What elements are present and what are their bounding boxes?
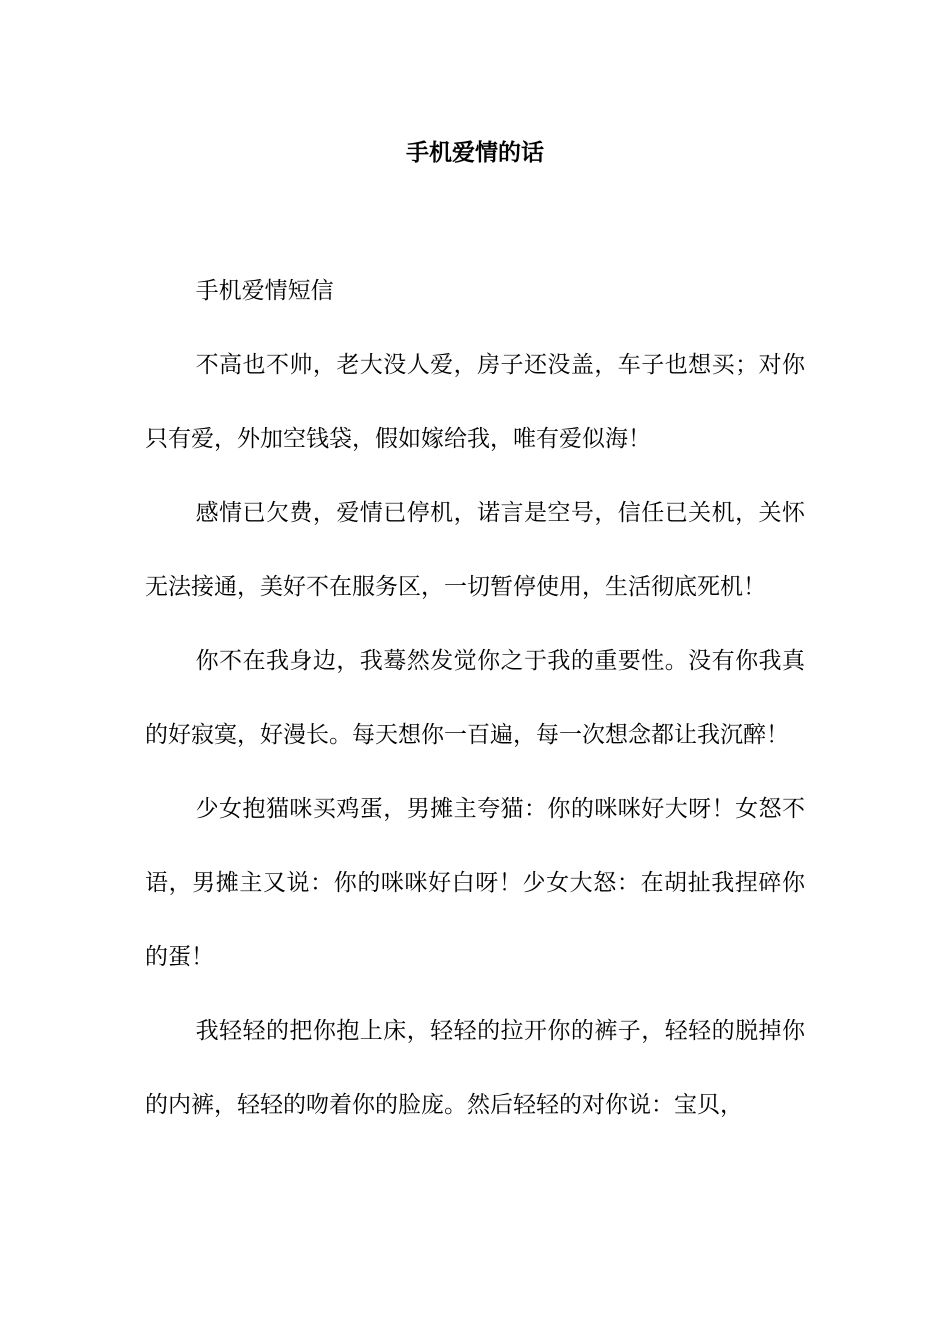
document-body (145, 254, 805, 1142)
paragraph: 不高也不帅，老大没人爱，房子还没盖，车子也想买；对你只有爱，外加空钱袋，假如嫁给我，唯有爱似海！ (145, 352, 805, 452)
paragraph-subtitle: 手机爱情短信 (195, 278, 334, 304)
paragraph: 少女抱猫咪买鸡蛋，男摊主夸猫：你的咪咪好大呀！女怒不语，男摊主又说：你的咪咪好白呀！少女大怒：在胡扯我捏碎你的蛋！ (145, 796, 805, 970)
paragraph: 我轻轻的把你抱上床，轻轻的拉开你的裤子，轻轻的脱掉你的内裤，轻轻的吻着你的脸庞。然后轻轻的对你说：宝贝， (145, 1018, 805, 1118)
document-title: 手机爱情的话 (406, 139, 544, 166)
paragraph: 感情已欠费，爱情已停机，诺言是空号，信任已关机，关怀无法接通，美好不在服务区，一切暂停使用，生活彻底死机！ (145, 500, 805, 600)
paragraph: 你不在我身边，我蓦然发觉你之于我的重要性。没有你我真的好寂寞，好漫长。每天想你一百遍，每一次想念都让我沉醉！ (145, 648, 805, 748)
